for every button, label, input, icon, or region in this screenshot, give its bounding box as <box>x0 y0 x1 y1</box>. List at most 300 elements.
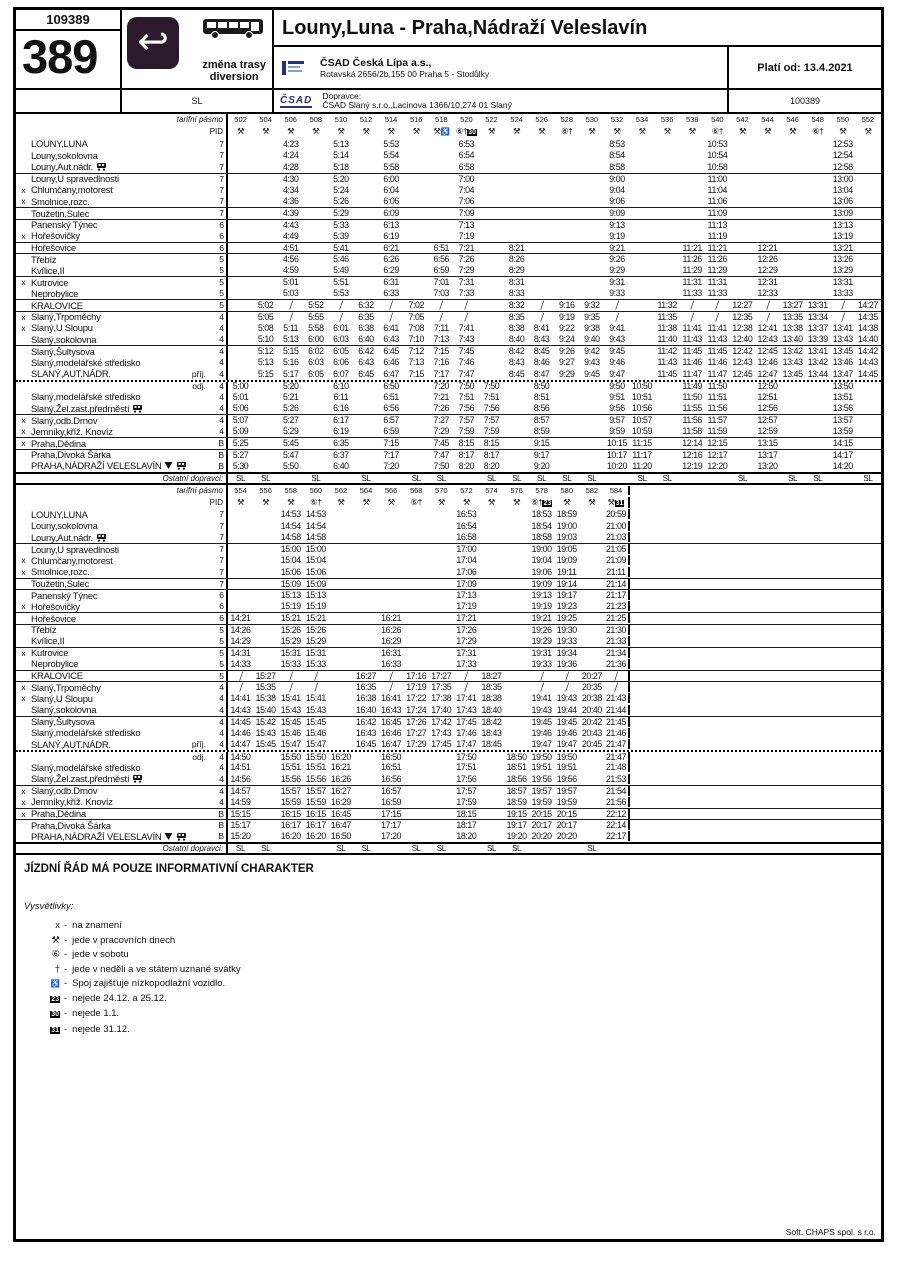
bypass-slash: / <box>464 298 469 313</box>
time-cell: 17:22 <box>406 693 427 704</box>
column-number: 526 <box>535 115 548 124</box>
time-cell: 8:45 <box>533 346 550 357</box>
tariff-zone: B <box>218 831 224 842</box>
time-cell: 13:50 <box>832 381 853 392</box>
time-cell: 17:59 <box>456 796 477 807</box>
time-cell: 6:46 <box>383 357 399 368</box>
bypass-slash: / <box>613 680 619 695</box>
time-cell: 6:00 <box>383 173 399 184</box>
timetable-afternoon <box>16 485 881 856</box>
time-cell: 11:29 <box>682 265 702 276</box>
operating-days-symbol: ⚒ <box>839 126 847 136</box>
time-cell: 19:41 <box>531 693 552 704</box>
time-cell: 15:21 <box>280 613 301 624</box>
header-empty-cell <box>16 90 122 112</box>
time-cell: 19:05 <box>556 544 577 555</box>
station-name: Třebíz <box>31 624 57 636</box>
station-name: Slaný,Žel.zast.předměstí <box>31 403 209 414</box>
time-cell: 4:39 <box>282 208 299 219</box>
time-cell: 12:43 <box>732 357 753 368</box>
time-cell: 12:43 <box>757 334 778 345</box>
time-cell: 5:50 <box>282 460 299 471</box>
time-cell: 12:59 <box>757 426 778 437</box>
diversion-arrow-icon: ↩ <box>127 17 179 69</box>
time-cell: 11:31 <box>707 277 728 288</box>
time-cell: 9:35 <box>584 311 600 322</box>
time-cell: 15:17 <box>230 820 251 831</box>
restriction-badge: 31 <box>51 1026 59 1034</box>
time-cell: 12:27 <box>732 300 753 311</box>
station-name: Slaný,modelářské středisko <box>31 356 141 368</box>
legend-text: na znamení <box>72 920 122 931</box>
time-cell: 12:26 <box>757 254 778 265</box>
time-cell: 13:34 <box>807 311 828 322</box>
station-name: Louny,U spravedlnosti <box>31 173 119 185</box>
time-cell: 15:50 <box>280 751 301 762</box>
train-icon <box>132 774 143 783</box>
station-row <box>16 796 881 808</box>
legend-dash: - <box>64 978 68 989</box>
time-cell: 11:50 <box>682 391 702 402</box>
time-cell: 19:57 <box>531 785 552 796</box>
train-icon <box>96 533 107 542</box>
request-stop-marker: x <box>21 693 26 704</box>
operating-days-symbol: ⚒ <box>487 496 496 507</box>
bypass-slash: / <box>464 309 469 324</box>
time-cell: 7:27 <box>433 415 450 426</box>
operator-name: ČSAD Česká Lípa a.s., <box>320 56 432 69</box>
footer-software-credit: Soft. CHAPS spol. s r.o. <box>785 1227 876 1237</box>
station-row <box>16 612 881 624</box>
tariff-zone: 4 <box>219 739 224 750</box>
time-cell: 7:33 <box>458 288 475 299</box>
station-name: Louny,Aut.nádr. <box>31 161 209 172</box>
time-cell: 10:56 <box>632 403 653 414</box>
time-cell: 5:54 <box>383 150 399 161</box>
time-cell: 7:57 <box>458 415 475 426</box>
station-name: Panenský Týnec <box>31 219 98 231</box>
time-cell: 14:53 <box>280 509 301 520</box>
station-name: Louny,sokolovna <box>31 149 98 161</box>
time-cell: 6:38 <box>358 322 374 333</box>
time-cell: 21:45 <box>604 717 629 727</box>
time-cell: 19:26 <box>531 624 552 635</box>
bypass-slash: / <box>464 680 469 695</box>
time-cell: 5:27 <box>232 449 249 460</box>
operator-code-cell: SL <box>361 844 371 853</box>
time-cell: 7:19 <box>458 230 475 241</box>
time-cell: 8:20 <box>483 460 500 471</box>
column-number: 544 <box>761 115 774 124</box>
station-row <box>16 207 881 219</box>
bypass-slash: / <box>389 668 394 683</box>
time-cell: 6:03 <box>308 357 324 368</box>
bypass-slash: / <box>614 309 620 324</box>
time-cell: 19:46 <box>531 727 552 738</box>
column-number: 552 <box>861 115 875 124</box>
time-cell: 10:58 <box>707 161 728 172</box>
column-number: 534 <box>635 115 649 124</box>
time-cell: 16:45 <box>356 739 377 750</box>
time-cell: 11:40 <box>657 334 677 345</box>
station-row <box>16 219 881 231</box>
zone-header-label: tarifní pásmo <box>176 485 223 495</box>
time-cell: 16:41 <box>381 693 402 704</box>
tariff-zone: 4 <box>219 785 224 796</box>
station-row <box>16 578 881 590</box>
time-cell: 17:26 <box>406 716 427 727</box>
time-cell: 8:33 <box>508 288 525 299</box>
operating-days-symbol: ⚒ <box>688 126 696 136</box>
station-name: Jemníky,kříž. Knovíz <box>31 425 113 437</box>
time-cell: 17:27 <box>406 727 427 738</box>
carrier-block <box>274 90 727 112</box>
time-cell: 6:13 <box>383 219 399 230</box>
time-cell: 9:13 <box>609 219 625 230</box>
operating-days-symbol: ⚒ <box>287 126 295 136</box>
tariff-zone: 5 <box>219 647 224 658</box>
time-cell: 14:26 <box>230 624 251 635</box>
operator-code-cell: SL <box>662 473 672 483</box>
column-number: 560 <box>309 485 323 495</box>
time-cell <box>830 309 855 324</box>
station-row <box>16 635 881 647</box>
time-cell <box>529 309 554 324</box>
time-cell: 20:42 <box>581 716 602 727</box>
time-cell: 4:36 <box>282 196 299 207</box>
station-name: Slaný,odb.Drnov <box>31 785 98 797</box>
time-cell: 4:51 <box>282 242 299 253</box>
time-cell: 16:35 <box>356 682 377 693</box>
other-operators-row <box>16 842 881 853</box>
time-cell: 15:56 <box>305 773 326 784</box>
time-cell: 13:13 <box>832 219 853 230</box>
operator-code-cell: SL <box>236 844 246 853</box>
operating-days-symbol: ⚒ <box>387 126 395 136</box>
time-cell: 11:50 <box>707 381 728 392</box>
column-number: 502 <box>234 115 247 124</box>
time-cell: 5:13 <box>333 138 349 149</box>
restriction-badge: 23 <box>543 499 552 507</box>
station-name: SLANÝ,AUT.NÁDR. <box>31 738 111 750</box>
request-stop-marker: x <box>21 184 26 195</box>
station-name: Neprobylice <box>31 287 79 299</box>
station-row <box>16 762 881 774</box>
time-cell: 13:46 <box>832 357 853 368</box>
column-number: 514 <box>384 115 398 124</box>
operator-main <box>274 47 727 88</box>
time-cell: 5:10 <box>257 334 274 345</box>
time-cell: 14:42 <box>857 346 878 357</box>
time-cell: 11:21 <box>707 242 728 253</box>
time-cell: 6:19 <box>333 426 349 437</box>
train-icon <box>96 162 107 171</box>
bypass-slash: / <box>613 668 619 683</box>
station-name: Slaný,odb.Drnov <box>31 414 98 426</box>
time-cell: 6:10 <box>333 381 349 392</box>
time-cell <box>604 309 629 324</box>
time-cell: 19:34 <box>556 647 577 658</box>
station-name: Slaný,Trpoměchy <box>31 311 101 323</box>
time-cell: 7:31 <box>458 277 475 288</box>
time-cell: 13:33 <box>832 288 853 299</box>
time-cell: 19:31 <box>531 647 552 658</box>
time-cell: 4:59 <box>282 265 299 276</box>
time-cell: 20:27 <box>581 670 602 681</box>
diversion-block <box>122 10 274 88</box>
time-cell <box>529 680 554 695</box>
station-name: Kutrovice <box>31 647 69 659</box>
tariff-zone: B <box>218 460 224 471</box>
time-cell: 19:33 <box>531 658 552 669</box>
time-cell: 7:26 <box>458 254 475 265</box>
time-cell: 15:40 <box>255 704 276 715</box>
column-number: 568 <box>409 485 423 495</box>
operator-code-cell: SL <box>261 473 271 483</box>
column-number: 562 <box>334 485 348 495</box>
time-cell: 19:45 <box>531 716 552 727</box>
station-name: Praha,Dědina <box>31 437 86 449</box>
train-icon <box>176 461 187 470</box>
time-cell: 13:21 <box>832 242 853 253</box>
time-cell: 6:03 <box>333 334 349 345</box>
time-cell: 5:58 <box>308 322 324 333</box>
time-cell: 13:43 <box>782 357 803 368</box>
time-cell: 15:00 <box>280 544 301 555</box>
time-cell: 21:17 <box>604 590 629 600</box>
time-cell: 8:45 <box>508 368 525 379</box>
time-cell: 8:40 <box>508 334 525 345</box>
route-title: Louny,Luna - Praha,Nádraží Veleslavín <box>274 10 881 47</box>
time-cell: 5:20 <box>282 381 299 392</box>
bypass-slash: / <box>238 668 243 683</box>
bypass-slash: / <box>539 309 544 324</box>
legend-text: jede v neděli a ve státem uznané svátky <box>72 963 241 975</box>
time-cell: 11:43 <box>707 334 728 345</box>
time-cell: 19:29 <box>531 635 552 646</box>
time-cell: 16:15 <box>280 808 301 819</box>
time-cell <box>554 680 579 695</box>
time-cell: 19:00 <box>556 520 577 531</box>
station-row <box>16 520 881 532</box>
time-cell: 5:05 <box>257 311 274 322</box>
time-cell: 9:43 <box>609 334 625 345</box>
time-cell: 7:06 <box>458 196 475 207</box>
arr-dep-label: příj. <box>191 739 206 750</box>
time-cell: 21:46 <box>604 728 629 738</box>
legend-dash: - <box>64 920 68 931</box>
time-cell: 5:33 <box>333 219 349 230</box>
request-stop-marker: x <box>21 438 26 449</box>
time-cell: 7:13 <box>433 334 450 345</box>
time-cell: 19:20 <box>506 831 527 842</box>
time-cell: 20:15 <box>531 808 552 819</box>
time-cell: 6:51 <box>433 242 450 253</box>
time-cell: 6:57 <box>383 415 399 426</box>
time-cell: 12:53 <box>832 138 853 149</box>
legend-item <box>24 1023 873 1039</box>
operating-days-symbol: ⑥†23 <box>531 496 552 507</box>
time-cell: 16:31 <box>381 647 402 658</box>
station-row <box>16 819 881 831</box>
time-cell: 5:25 <box>232 438 249 449</box>
time-cell: 15:19 <box>305 601 326 612</box>
time-cell <box>303 680 328 695</box>
operator-code-cell: SL <box>537 473 547 483</box>
time-cell: 6:43 <box>383 334 399 345</box>
time-cell: 19:11 <box>557 566 577 577</box>
time-cell: 17:51 <box>456 762 477 773</box>
time-cell: 9:50 <box>609 381 625 392</box>
time-cell: 6:56 <box>433 254 450 265</box>
time-cell: 13:39 <box>807 334 828 345</box>
time-cell: 5:51 <box>333 277 349 288</box>
time-cell: 10:57 <box>632 415 653 426</box>
time-cell: 12:47 <box>757 368 778 379</box>
time-cell: 9:32 <box>584 300 600 311</box>
time-cell: 6:33 <box>383 288 399 299</box>
operating-days-symbol: ⚒ <box>738 126 746 136</box>
pid-symbol-row <box>16 125 881 138</box>
tariff-zone: 4 <box>219 751 224 762</box>
time-cell: 16:21 <box>330 762 351 773</box>
time-cell: 11:43 <box>682 334 702 345</box>
time-cell: 7:26 <box>433 403 450 414</box>
bypass-slash: / <box>765 298 770 313</box>
operating-days-symbol: ⚒ <box>462 496 470 507</box>
time-cell: 8:41 <box>533 322 550 333</box>
time-cell: 6:47 <box>383 368 399 379</box>
time-cell: 11:31 <box>682 277 702 288</box>
time-cell: 15:57 <box>305 785 326 796</box>
time-cell: 5:46 <box>333 254 349 265</box>
station-name: Toužetin,Sulec <box>31 578 90 590</box>
time-cell: 7:29 <box>458 265 475 276</box>
time-cell: 17:38 <box>431 693 452 704</box>
time-cell: 6:37 <box>333 449 349 460</box>
tariff-zone: 7 <box>219 161 224 172</box>
time-cell: 14:59 <box>230 796 251 807</box>
time-cell: 11:59 <box>707 426 728 437</box>
time-cell: 8:31 <box>508 277 525 288</box>
time-cell: 14:57 <box>230 785 251 796</box>
bypass-slash: / <box>288 309 293 324</box>
carrier-name: ČSAD Slaný s.r.o.,Lacinova 1366/10,274 01 Slaný <box>322 100 512 110</box>
pid-label: PID <box>209 497 223 507</box>
legend-items <box>24 919 873 1038</box>
bypass-slash: / <box>564 680 569 695</box>
column-number: 546 <box>786 115 799 124</box>
station-name: Louny,Aut.nádr. <box>31 532 209 543</box>
tariff-zone: 4 <box>219 334 224 345</box>
time-cell: 7:11 <box>433 322 449 333</box>
bypass-slash: / <box>765 309 770 324</box>
time-cell: 4:49 <box>282 230 299 241</box>
tariff-zone: 5 <box>219 670 224 681</box>
station-row <box>16 555 881 567</box>
tariff-zone: 5 <box>219 658 224 669</box>
time-cell: 16:15 <box>305 808 326 819</box>
time-cell: 8:43 <box>533 334 550 345</box>
time-cell: 6:16 <box>333 403 349 414</box>
time-cell: 5:26 <box>282 403 299 414</box>
request-stop-marker: x <box>21 555 26 566</box>
time-cell: 14:54 <box>305 520 326 531</box>
time-cell: 17:19 <box>456 601 477 612</box>
tariff-zone: 4 <box>219 391 224 402</box>
time-cell: 9:15 <box>533 438 550 449</box>
time-cell: 18:15 <box>456 808 477 819</box>
time-cell: 4:43 <box>282 219 299 230</box>
time-cell: 11:26 <box>682 254 702 265</box>
column-number: 536 <box>660 115 674 124</box>
tariff-zone: B <box>218 438 224 449</box>
time-cell: 15:04 <box>280 555 301 566</box>
time-cell: 8:53 <box>609 138 625 149</box>
time-cell: 11:29 <box>707 265 728 276</box>
time-cell: 13:04 <box>832 184 853 195</box>
time-cell: 11:56 <box>682 415 702 426</box>
time-cell: 15:56 <box>280 773 301 784</box>
time-cell: 8:54 <box>609 150 625 161</box>
tariff-zone: 6 <box>219 219 224 230</box>
station-name: Slaný,sokolovna <box>31 704 97 716</box>
station-name: LOUNY,LUNA <box>31 138 88 150</box>
legend-item <box>24 977 873 992</box>
column-number: 512 <box>359 115 373 124</box>
time-cell: 12:51 <box>757 391 778 402</box>
station-row <box>16 727 881 739</box>
time-cell: 13:15 <box>757 438 778 449</box>
time-cell: 15:41 <box>305 693 326 704</box>
tariff-zone: 4 <box>219 346 224 357</box>
time-cell <box>379 309 404 324</box>
operating-days-symbol: ⚒ <box>588 126 596 136</box>
operator-code-cell: SL <box>261 844 271 853</box>
operating-days-symbol: ⚒ <box>337 496 345 507</box>
column-number: 506 <box>284 115 297 124</box>
time-cell: 11:41 <box>682 322 702 333</box>
column-number: 550 <box>836 115 850 124</box>
time-cell: 9:45 <box>584 368 600 379</box>
station-name: Slaný,sokolovna <box>31 333 97 345</box>
time-cell: 11:00 <box>707 173 728 184</box>
station-row <box>16 357 881 369</box>
time-cell: 18:58 <box>531 532 552 543</box>
time-cell: 6:50 <box>383 381 399 392</box>
time-cell: 18:38 <box>481 693 502 704</box>
time-cell: 5:06 <box>232 403 249 414</box>
time-cell: 9:42 <box>584 346 600 357</box>
bypass-slash: / <box>715 298 720 313</box>
operating-days-symbol: ⚒ <box>513 126 521 136</box>
time-cell: 6:26 <box>383 254 399 265</box>
station-name: Slaný,modelářské středisko <box>31 391 141 403</box>
time-cell: 15:19 <box>280 601 301 612</box>
station-row <box>16 647 881 659</box>
time-cell: 7:05 <box>408 311 424 322</box>
tariff-zone: 6 <box>219 590 224 601</box>
time-cell: 11:45 <box>707 346 728 357</box>
time-cell: 7:15 <box>408 368 424 379</box>
time-cell: 12:17 <box>707 449 728 460</box>
tariff-zone: 7 <box>219 566 224 577</box>
time-cell: 4:28 <box>282 161 299 172</box>
time-cell: 17:04 <box>456 555 477 566</box>
time-cell: 10:59 <box>632 426 653 437</box>
time-cell: 7:59 <box>458 426 475 437</box>
time-cell: 13:40 <box>782 334 803 345</box>
